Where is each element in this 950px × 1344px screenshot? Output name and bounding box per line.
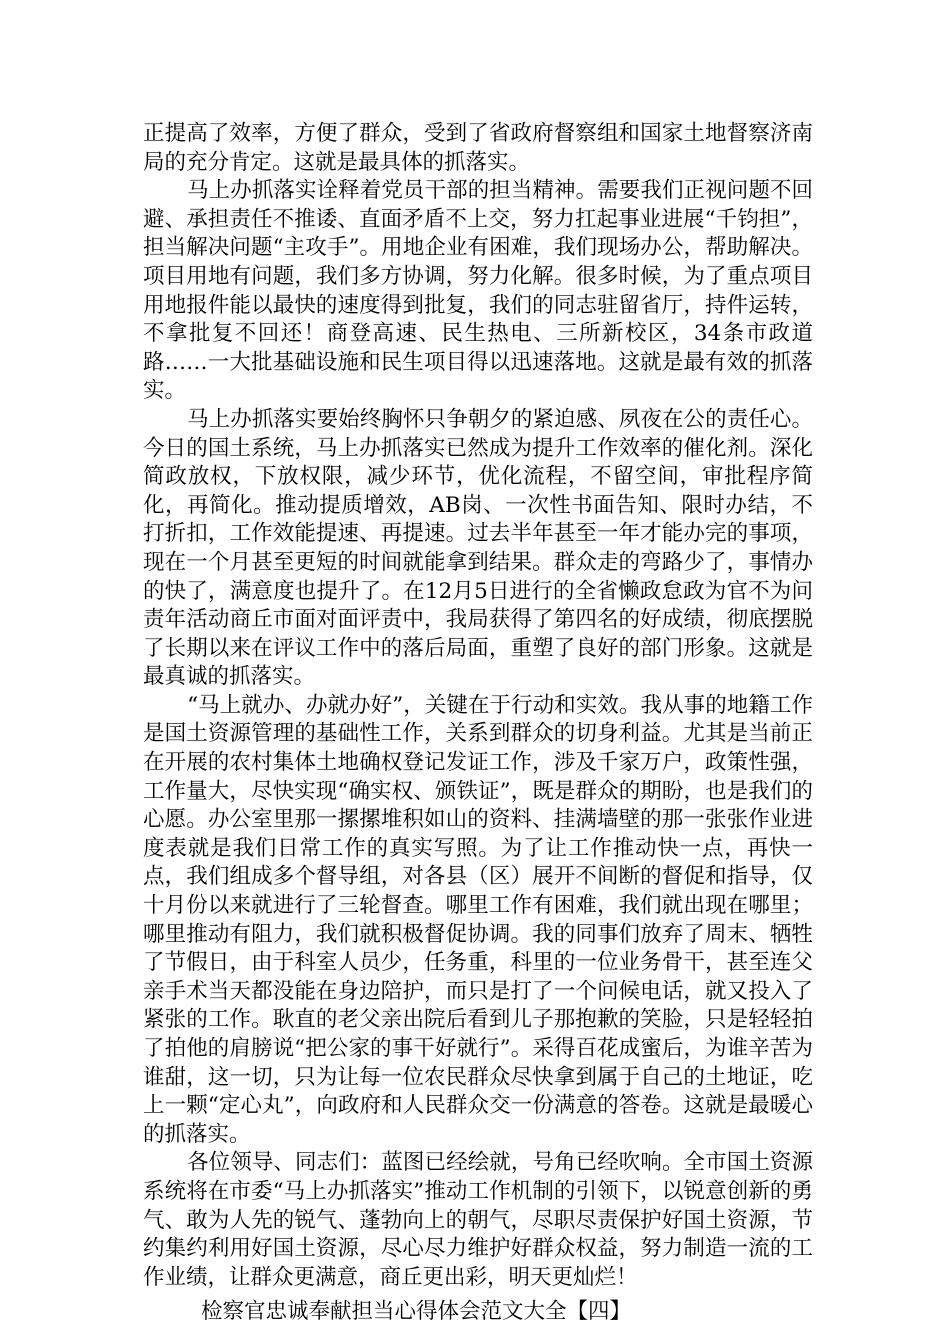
paragraph-continuation: 正提高了效率，方便了群众，受到了省政府督察组和国家土地督察济南局的充分肯定。这就是最具体的抓落实。 — [143, 121, 813, 175]
paragraph-urgency: 马上办抓落实要始终胸怀只争朝夕的紧迫感、夙夜在公的责任心。今日的国土系统，马上办抓落实已然成为提升工作效率的催化剂。深化简政放权，下放权限，减少环节，优化流程，不留空间，审批程序简化，再简化。推动提质增效，AB岗、一次性书面告知、限时办结，不打折扣，工作效能提速、再提速。过去半年甚至一年才能办完的事项，现在一个月甚至更短的时间就能拿到结果。群众走的弯路少了，事情办的快了，满意度也提升了。在12月5日进行的全省懒政怠政为官不为问责年活动商丘市面对面评责中，我局获得了第四名的好成绩，彻底摆脱了长期以来在评议工作中的落后局面，重塑了良好的部门形象。这就是最真诚的抓落实。 — [143, 406, 813, 690]
paragraph-closing: 各位领导、同志们：蓝图已经绘就，号角已经吹响。全市国土资源系统将在市委“马上办抓落实”推动工作机制的引领下，以锐意创新的勇气、敢为人先的锐气、蓬勃向上的朝气，尽职尽责保护好国土资源，节约集约利用好国土资源，尽心尽力维护好群众权益，努力制造一流的工作业绩，让群众更满意，商丘更出彩，明天更灿烂！ — [143, 1150, 813, 1290]
paragraph-cadastral-work: “马上就办、办就办好”，关键在于行动和实效。我从事的地籍工作是国土资源管理的基础性工作，关系到群众的切身利益。尤其是当前正在开展的农村集体土地确权登记发证工作，涉及千家万户，政策性强，工作量大，尽快实现“确实权、颁铁证”，既是群众的期盼，也是我们的心愿。办公室里那一摞摞堆积如山的资料、挂满墙壁的那一张张作业进度表就是我们日常工作的真实写照。为了让工作推动快一点，再快一点，我们组成多个督导组，对各县（区）展开不间断的督促和指导，仅十月份以来就进行了三轮督查。哪里工作有困难，我们就出现在哪里；哪里推动有阻力，我们就积极督促协调。我的同事们放弃了周末、牺牲了节假日，由于科室人员少，任务重，科里的一位业务骨干，甚至连父亲手术当天都没能在身边陪护，而只是打了一个问候电话，就又投入了紧张的工作。耿直的老父亲出院后看到儿子那抱歉的笑脸，只是轻轻拍了拍他的肩膀说“把公家的事干好就行”。采得百花成蜜后，为谁辛苦为谁甜，这一切，只为让每一位农民群众尽快拿到属于自己的土地证，吃上一颗“定心丸”，向政府和人民群众交一份满意的答卷。这就是最暖心的抓落实。 — [143, 692, 813, 1147]
paragraph-responsibility: 马上办抓落实诠释着党员干部的担当精神。需要我们正视问题不回避、承担责任不推诿、直面矛盾不上交，努力扛起事业进展“千钧担”，担当解决问题“主攻手”。用地企业有困难，我们现场办公，帮助解决。项目用地有问题，我们多方协调，努力化解。很多时候，为了重点项目用地报件能以最快的速度得到批复，我们的同志驻留省厅，持件运转，不拿批复不回还！商登高速、民生热电、三所新校区，34条市政道路……一大批基础设施和民生项目得以迅速落地。这就是最有效的抓落实。 — [143, 178, 813, 404]
document-page — [143, 120, 813, 1327]
next-section-heading: 检察官忠诚奉献担当心得体会范文大全【四】 — [201, 1299, 632, 1325]
